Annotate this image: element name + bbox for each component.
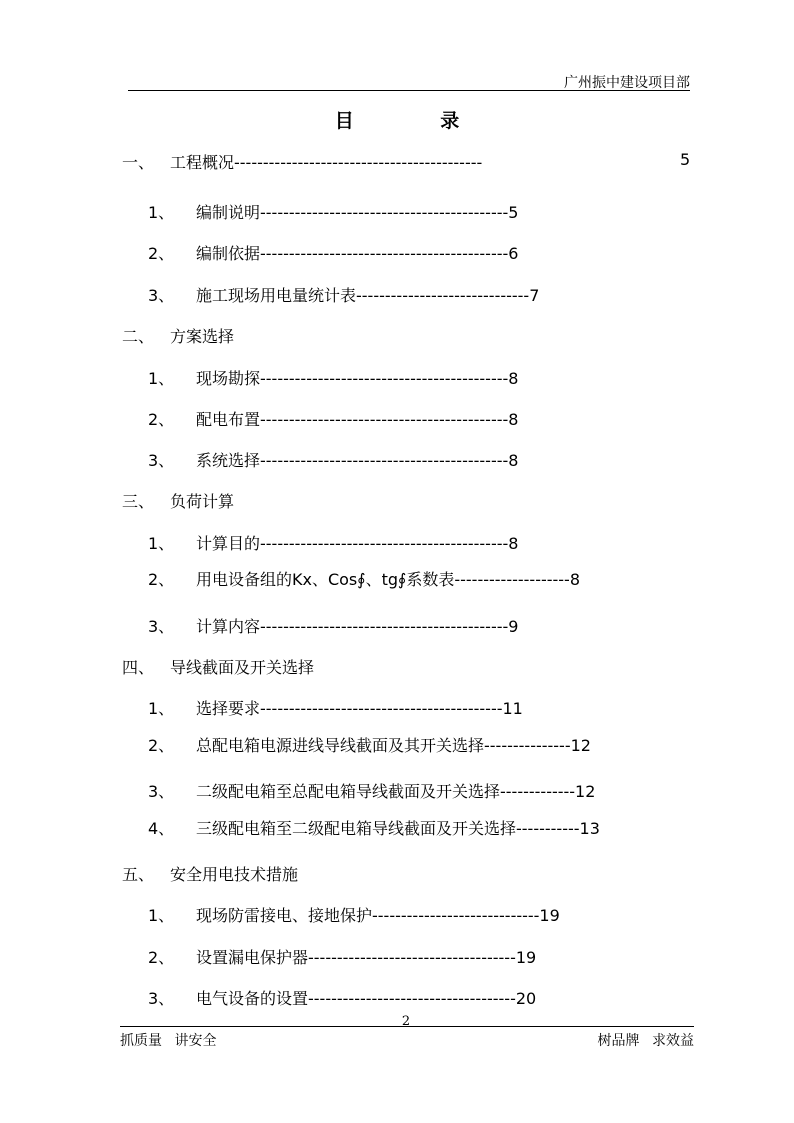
header-rule (128, 90, 690, 91)
toc-item: 计算目的-------------------------------------------8 (196, 534, 519, 553)
toc-item: 三级配电箱至二级配电箱导线截面及开关选择-----------13 (196, 819, 600, 838)
toc-item: 编制说明-------------------------------------------5 (196, 203, 519, 222)
toc-item: 配电布置-------------------------------------------8 (196, 410, 519, 429)
toc-section (122, 324, 234, 347)
toc-section (122, 150, 482, 173)
toc-item: 现场防雷接电、接地保护-----------------------------19 (196, 906, 560, 925)
toc-section (122, 489, 234, 512)
toc-section-label: 安全用电技术措施 (170, 865, 299, 884)
toc-item-number: 2、 (148, 244, 175, 263)
toc-item-number: 2、 (148, 570, 175, 589)
toc-section-number: 五、 (122, 865, 155, 884)
toc-section-number: 一、 (122, 153, 155, 172)
toc-item: 电气设备的设置------------------------------------20 (196, 989, 537, 1008)
toc-section-page: 5 (680, 150, 691, 169)
toc-item-number: 1、 (148, 699, 175, 718)
toc-section-number: 二、 (122, 327, 155, 346)
toc-item: 总配电箱电源进线导线截面及其开关选择---------------12 (196, 736, 591, 755)
footer-rule (120, 1026, 694, 1027)
toc-item: 现场勘探-------------------------------------------8 (196, 369, 519, 388)
page-number: 2 (401, 1014, 411, 1029)
toc-item: 编制依据-------------------------------------------6 (196, 244, 519, 263)
toc-section-label: 工程概况------------------------------------------- (170, 153, 483, 172)
toc-title: 目 录 (334, 110, 500, 132)
toc-section-label: 导线截面及开关选择 (170, 658, 315, 677)
toc-item: 施工现场用电量统计表------------------------------7 (196, 286, 540, 305)
toc-section-label: 负荷计算 (170, 492, 235, 511)
toc-item-number: 3、 (148, 782, 175, 801)
toc-item-number: 1、 (148, 906, 175, 925)
toc-item-number: 2、 (148, 736, 175, 755)
toc-item: 二级配电箱至总配电箱导线截面及开关选择-------------12 (196, 782, 596, 801)
toc-section-label: 方案选择 (170, 327, 235, 346)
toc-item-number: 3、 (148, 989, 175, 1008)
toc-item: 设置漏电保护器------------------------------------19 (196, 948, 537, 967)
toc-item-number: 3、 (148, 617, 175, 636)
toc-item: 选择要求------------------------------------------11 (196, 699, 523, 718)
toc-item-number: 1、 (148, 203, 175, 222)
toc-item-number: 1、 (148, 534, 175, 553)
toc-item: 用电设备组的Kx、Cos∮、tg∮系数表--------------------8 (196, 570, 581, 589)
toc-item-number: 1、 (148, 369, 175, 388)
footer-right-slogan: 树品牌 求效益 (597, 1033, 694, 1049)
toc-item: 系统选择-------------------------------------------8 (196, 451, 519, 470)
footer-left-slogan: 抓质量 讲安全 (120, 1033, 217, 1049)
toc-item-number: 4、 (148, 819, 175, 838)
toc-item: 计算内容-------------------------------------------9 (196, 617, 519, 636)
toc-item-number: 2、 (148, 410, 175, 429)
header-company: 广州振中建设项目部 (564, 75, 690, 91)
toc-item-number: 3、 (148, 286, 175, 305)
toc-section-number: 三、 (122, 492, 155, 511)
toc-item-number: 2、 (148, 948, 175, 967)
toc-section (122, 655, 314, 678)
toc-section (122, 862, 298, 885)
toc-section-number: 四、 (122, 658, 155, 677)
toc-item-number: 3、 (148, 451, 175, 470)
